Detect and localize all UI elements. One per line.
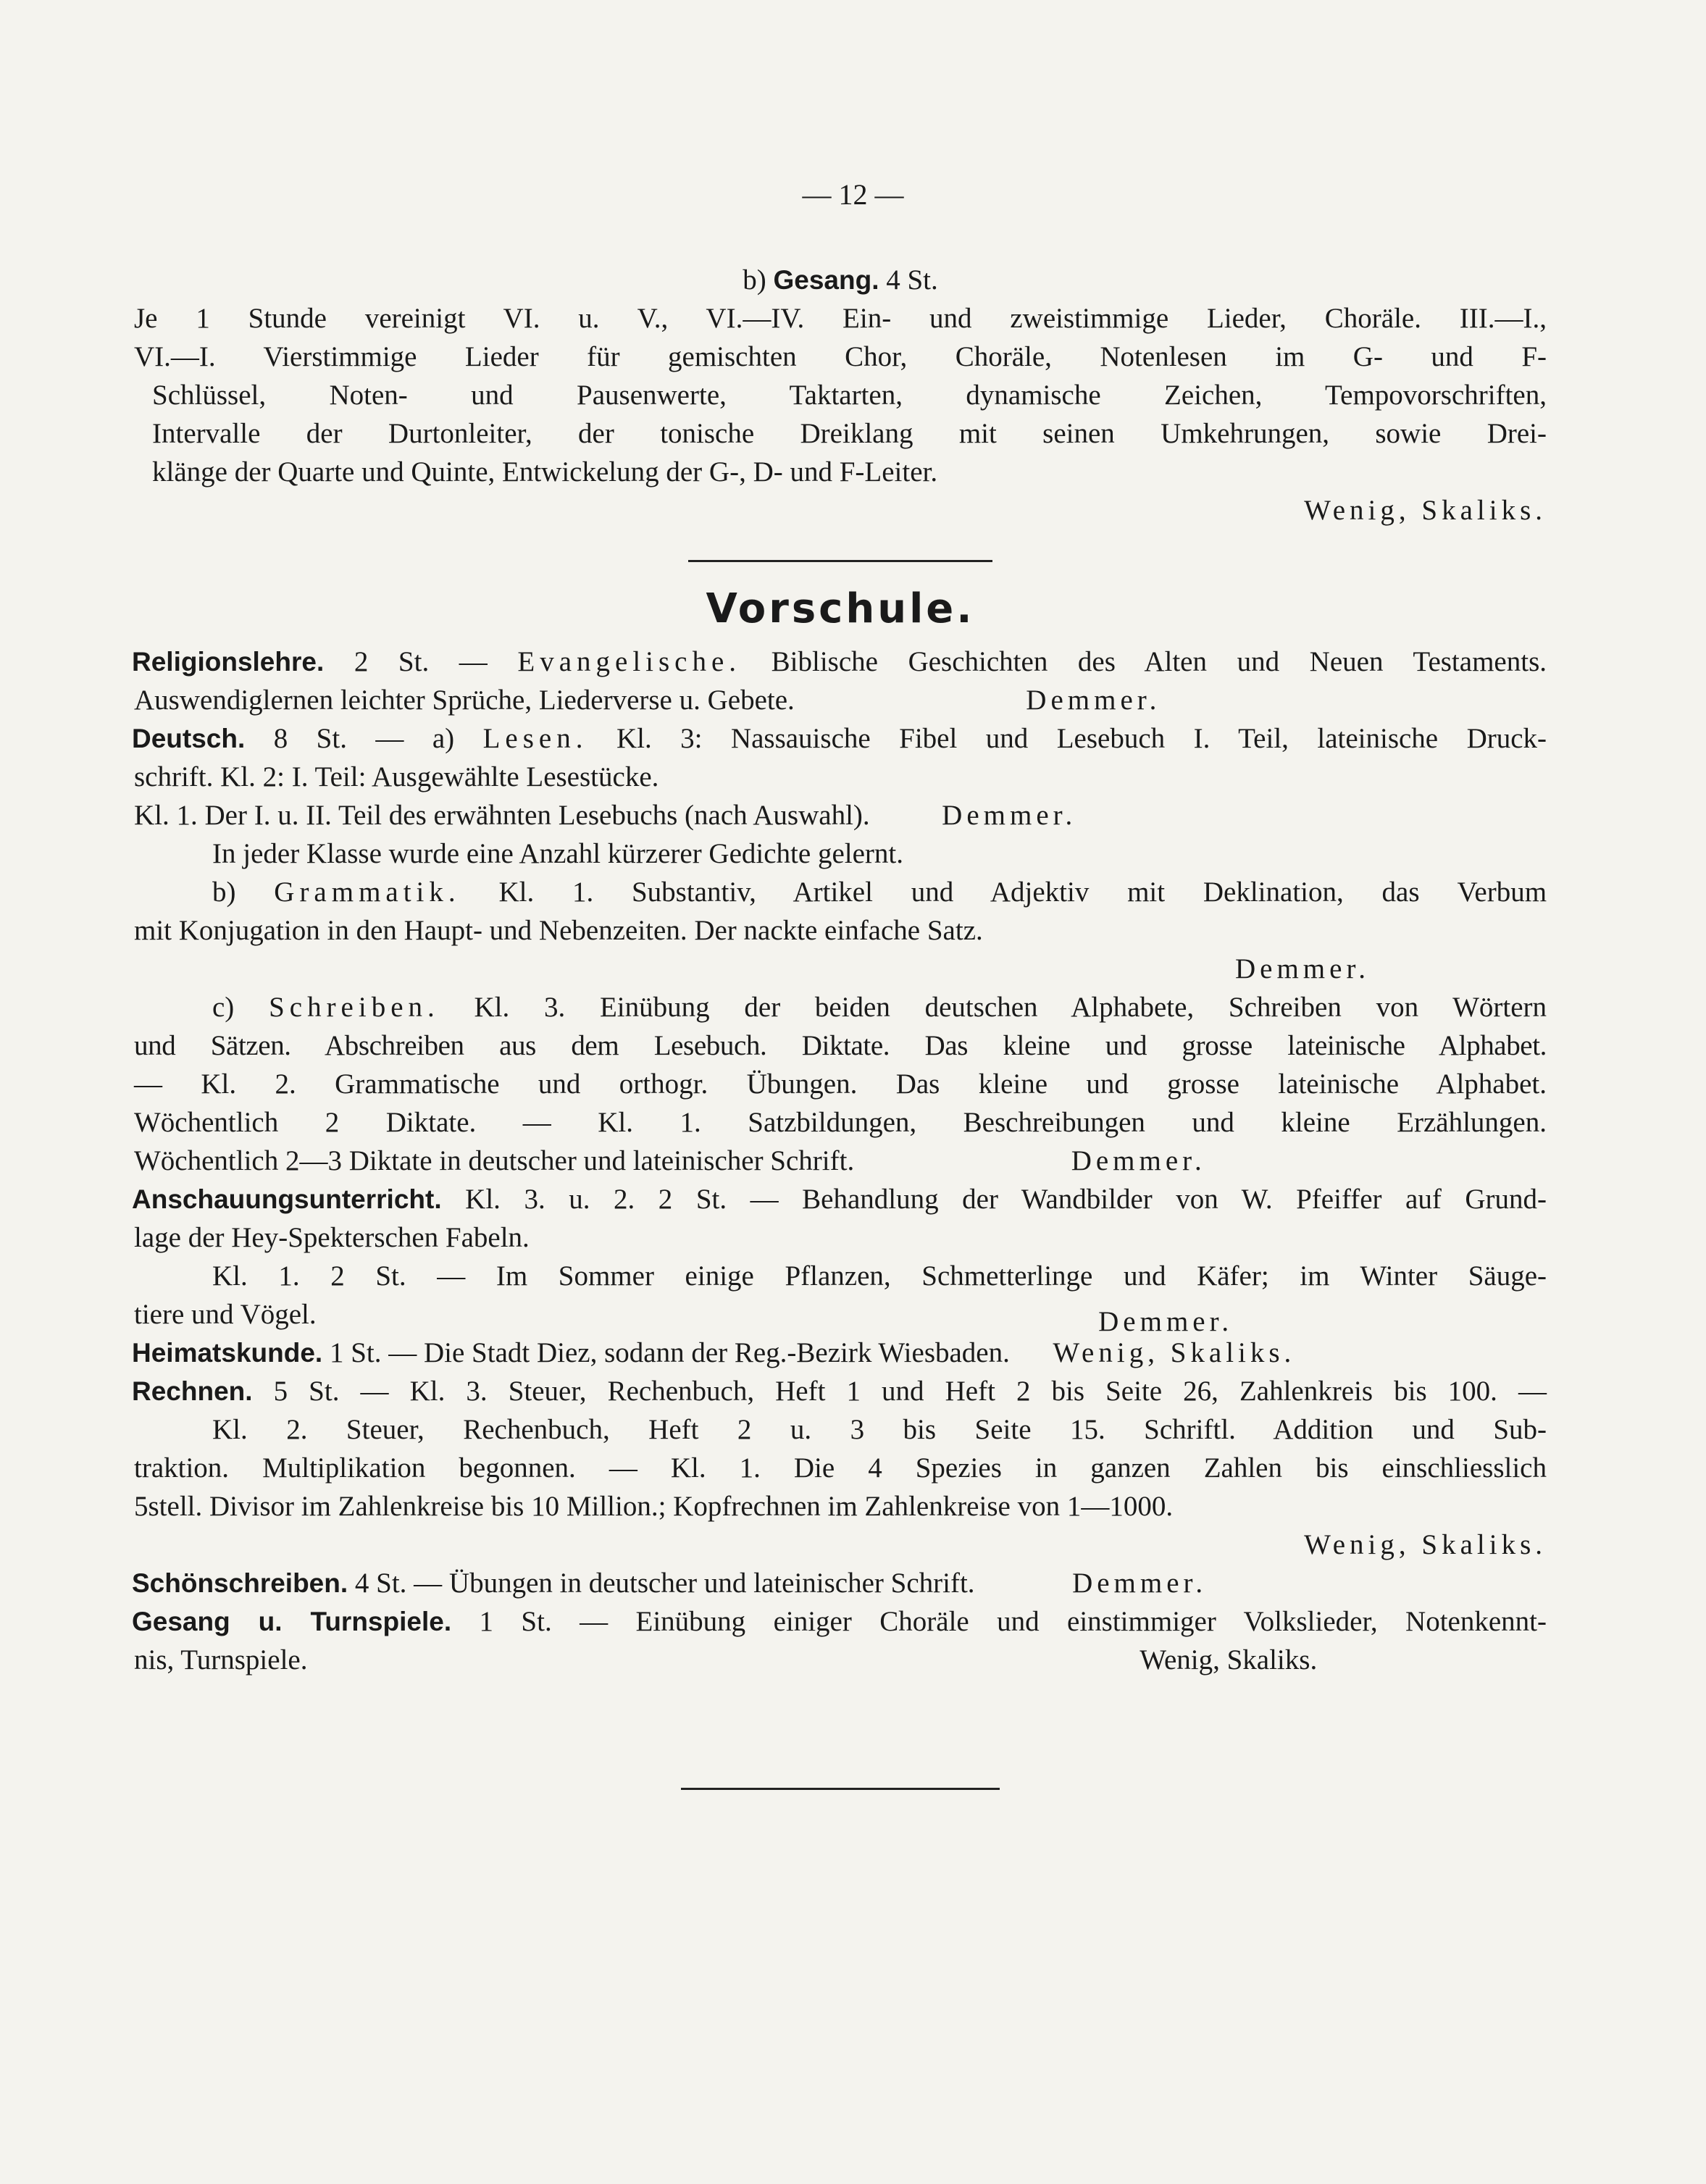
rechnen-line-1: Rechnen. 5 St. — Kl. 3. Steuer, Rechenbuch, Heft 1 und Heft 2 bis Seite 26, Zahlenkreis bis 100. —	[132, 1376, 1547, 1407]
rechnen-teacher-row	[134, 1526, 1547, 1564]
heimat-line-1: Heimatskunde. 1 St. — Die Stadt Diez, sodann der Reg.-Bezirk Wiesbaden. Wenig, Skaliks.	[132, 1334, 1547, 1372]
deutsch-teacher-1: Demmer.	[942, 800, 1077, 831]
gesang-line-4: Intervalle der Durtonleiter, der tonische Dreiklang mit seinen Umkehrungen, sowie Drei-	[152, 418, 1547, 449]
anschauung-line-3: Kl. 1. 2 St. — Im Sommer einige Pflanzen, Schmetterlinge und Käfer; im Winter Säuge-	[212, 1260, 1547, 1292]
deutsch-teacher-3: Demmer.	[1071, 1145, 1206, 1176]
deutsch-subject: Deutsch.	[132, 724, 246, 753]
gesang-line-2: VI.—I. Vierstimmige Lieder für gemischten Chor, Choräle, Notenlesen im G- und F-	[134, 341, 1547, 372]
gesang-turn-line-1: Gesang u. Turnspiele. 1 St. — Einübung einiger Choräle und einstimmiger Volkslieder, Notenkennt-	[132, 1606, 1547, 1637]
deutsch-line-8: und Sätzen. Abschreiben aus dem Lesebuch. Diktate. Das kleine und grosse lateinische Alphabet.	[134, 1030, 1547, 1061]
end-divider	[681, 1788, 1000, 1790]
religion-line-1: Religionslehre. 2 St. — Evangelische. Biblische Geschichten des Alten und Neuen Testaments.	[132, 646, 1547, 677]
deutsch-teacher-2-row	[134, 950, 1547, 988]
gesang-line-5: klänge der Quarte und Quinte, Entwickelung der G-, D- und F-Leiter.	[152, 456, 938, 488]
religion-teacher: Demmer.	[1026, 685, 1161, 716]
rechnen-subject: Rechnen.	[132, 1376, 253, 1406]
religion-line-2: Auswendiglernen leichter Sprüche, Liederverse u. Gebete. Demmer.	[134, 681, 1547, 719]
rechnen-teacher: Wenig, Skaliks.	[1304, 1529, 1547, 1560]
deutsch-line-10: Wöchentlich 2 Diktate. — Kl. 1. Satzbildungen, Beschreibungen und kleine Erzählungen.	[134, 1107, 1547, 1138]
gesang-turn-teacher: Wenig, Skaliks.	[1140, 1644, 1318, 1675]
gesang-line-1: Je 1 Stunde vereinigt VI. u. V., VI.—IV. Ein- und zweistimmige Lieder, Choräle. III.—I.,	[134, 303, 1547, 334]
religion-subject: Religionslehre.	[132, 647, 325, 677]
anschauung-line-2: lage der Hey-Spekterschen Fabeln.	[134, 1222, 530, 1253]
gesang-turn-subject: Gesang u. Turnspiele.	[132, 1607, 452, 1636]
rechnen-line-4: 5stell. Divisor im Zahlenkreise bis 10 Million.; Kopfrechnen im Zahlenkreise von 1—1000.	[134, 1491, 1174, 1522]
heimat-subject: Heimatskunde.	[132, 1338, 323, 1368]
deutsch-line-6: mit Konjugation in den Haupt- und Nebenzeiten. Der nackte einfache Satz.	[134, 915, 983, 946]
rechnen-line-2: Kl. 2. Steuer, Rechenbuch, Heft 2 u. 3 bis Seite 15. Schriftl. Addition und Sub-	[212, 1414, 1547, 1445]
deutsch-teacher-2: Demmer.	[1235, 953, 1371, 984]
deutsch-line-1: Deutsch. 8 St. — a) Lesen. Kl. 3: Nassauische Fibel und Lesebuch I. Teil, lateinische Druck-	[132, 723, 1547, 754]
rechnen-line-3: traktion. Multiplikation begonnen. — Kl. 1. Die 4 Spezies in ganzen Zahlen bis einschliesslich	[134, 1452, 1547, 1484]
deutsch-line-4: In jeder Klasse wurde eine Anzahl kürzerer Gedichte gelernt.	[212, 838, 903, 869]
gesang-heading: b) Gesang. 4 St.	[743, 264, 938, 296]
gesang-line-3: Schlüssel, Noten- und Pausenwerte, Taktarten, dynamische Zeichen, Tempovorschriften,	[152, 380, 1547, 411]
heimat-teacher: Wenig, Skaliks.	[1053, 1337, 1296, 1368]
gesang-turn-line-2: nis, Turnspiele. Wenig, Skaliks.	[134, 1644, 1318, 1675]
deutsch-line-5: b) Grammatik. Kl. 1. Substantiv, Artikel und Adjektiv mit Deklination, das Verbum	[212, 876, 1547, 908]
deutsch-line-3: Kl. 1. Der I. u. II. Teil des erwähnten Lesebuchs (nach Auswahl). Demmer.	[134, 796, 1547, 834]
schoenschreiben-line-1: Schönschreiben. 4 St. — Übungen in deutscher und lateinischer Schrift. Demmer.	[132, 1564, 1547, 1602]
schoenschreiben-subject: Schönschreiben.	[132, 1568, 348, 1598]
gesang-teacher: Wenig, Skaliks.	[1304, 495, 1547, 526]
page-number: — 12 —	[802, 178, 904, 211]
gesang-title: Gesang.	[773, 265, 879, 295]
vorschule-heading: Vorschule.	[706, 585, 975, 632]
anschauung-line-1: Anschauungsunterricht. Kl. 3. u. 2. 2 St. — Behandlung der Wandbilder von W. Pfeiffer auf Grund-	[132, 1184, 1547, 1215]
deutsch-line-9: — Kl. 2. Grammatische und orthogr. Übungen. Das kleine und grosse lateinische Alphabet.	[134, 1068, 1547, 1100]
anschauung-line-4: tiere und Vögel. Demmer.	[134, 1295, 1547, 1334]
deutsch-line-2: schrift. Kl. 2: I. Teil: Ausgewählte Lesestücke.	[134, 761, 659, 792]
deutsch-line-7: c) Schreiben. Kl. 3. Einübung der beiden deutschen Alphabete, Schreiben von Wörtern	[212, 992, 1547, 1023]
anschauung-teacher: Demmer.	[1098, 1306, 1234, 1337]
anschauung-subject: Anschauungsunterricht.	[132, 1184, 442, 1214]
schoenschreiben-teacher: Demmer.	[1072, 1568, 1208, 1599]
deutsch-line-11: Wöchentlich 2—3 Diktate in deutscher und lateinischer Schrift. Demmer.	[134, 1142, 1547, 1180]
page-body	[134, 261, 1547, 1790]
